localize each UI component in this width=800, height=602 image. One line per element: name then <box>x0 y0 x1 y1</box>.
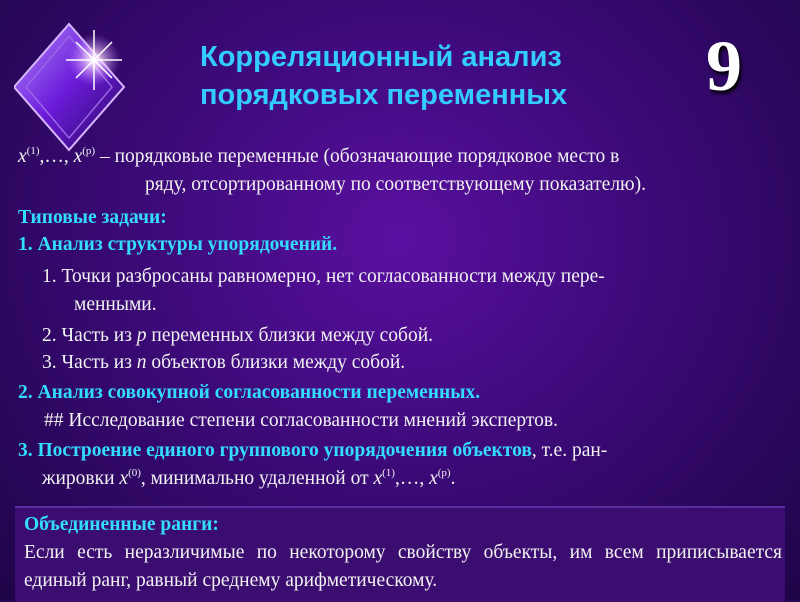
t3-end: . <box>450 468 456 489</box>
task-1-item-1: 1. Точки разбросаны равномерно, нет согласованности между пере- <box>42 266 605 287</box>
var-xp: x <box>73 146 83 167</box>
slide-title <box>200 38 660 114</box>
task-2: 2. Анализ совокупной согласованности переменных. <box>18 382 481 403</box>
slide-number: 9 <box>706 26 742 106</box>
task-3-heading: 3. Построение единого группового упорядочения объектов <box>18 440 532 461</box>
var-p: p <box>136 325 147 346</box>
intro-line-1 <box>18 143 619 170</box>
task-1-item-1-cont: менными. <box>74 294 157 315</box>
item-3-prefix: 3. Часть из <box>42 352 137 373</box>
task-2-note: ## Исследование степени согласованности мнений экспертов. <box>44 410 558 431</box>
tasks-heading: Типовые задачи: <box>18 207 167 228</box>
var-xp-sup: (p) <box>82 145 96 157</box>
dots: ,…, <box>39 146 74 167</box>
task-3-line-2 <box>42 465 455 492</box>
item-2-suffix: переменных близки между собой. <box>146 325 434 346</box>
intro-line-2: ряду, отсортированному по соответствующему показателю). <box>145 174 646 195</box>
merged-ranks-body: Если есть неразличимые по некоторому свойству объекты, им всем приписывается единый ранг, равный среднему арифметическому. <box>24 542 782 591</box>
t3-a: жировки <box>42 468 120 489</box>
var-x1-sup: (1) <box>26 145 40 157</box>
item-2-prefix: 2. Часть из <box>42 325 137 346</box>
t3-x0-sup: (0) <box>128 467 141 479</box>
t3-xp-sup: (p) <box>437 467 451 479</box>
title-line-1: Корреляционный анализ <box>200 41 562 73</box>
task-3-rest: , т.е. ран- <box>531 440 608 461</box>
t3-x1: x <box>373 468 383 489</box>
var-n: n <box>136 352 147 373</box>
item-3-suffix: объектов близки между собой. <box>146 352 406 373</box>
diamond-star-logo <box>14 22 174 152</box>
task-1-item-3 <box>42 349 405 376</box>
t3-x0: x <box>119 468 129 489</box>
merged-ranks-heading: Объединенные ранги: <box>24 514 219 535</box>
task-1-item-2 <box>42 322 433 349</box>
t3-dots: ,…, <box>394 468 430 489</box>
intro-text: – порядковые переменные (обозначающие порядковое место в <box>95 146 620 167</box>
task-1: 1. Анализ структуры упорядочений. <box>18 234 338 255</box>
merged-ranks-box <box>15 506 785 602</box>
var-x1: x <box>18 146 27 167</box>
task-3-line-1 <box>18 437 607 464</box>
t3-b: , минимально удаленной от <box>140 468 374 489</box>
t3-xp: x <box>429 468 438 489</box>
t3-x1-sup: (1) <box>382 467 395 479</box>
title-line-2: порядковых переменных <box>200 79 568 111</box>
